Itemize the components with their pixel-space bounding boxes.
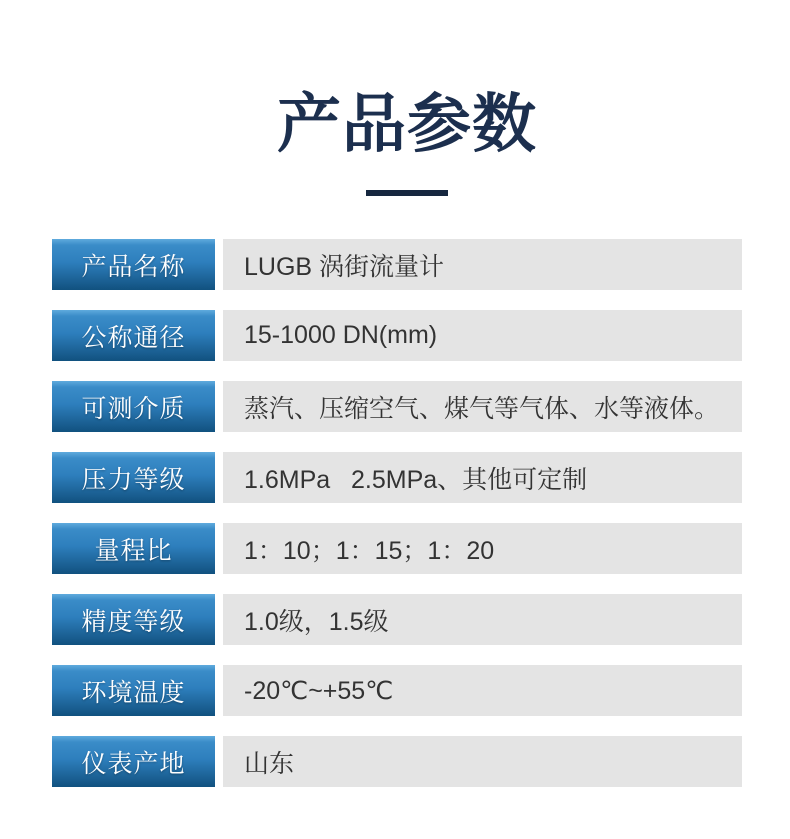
page-header	[12, 0, 790, 196]
spec-label: 压力等级	[52, 452, 215, 503]
spec-value: 山东	[223, 736, 742, 787]
spec-row-product-name	[52, 239, 742, 290]
spec-table	[52, 239, 742, 787]
spec-label: 环境温度	[52, 665, 215, 716]
spec-value: 蒸汽、压缩空气、煤气等气体、水等液体。	[223, 381, 742, 432]
spec-label: 仪表产地	[52, 736, 215, 787]
spec-label: 公称通径	[52, 310, 215, 361]
spec-value: 1.6MPa 2.5MPa、其他可定制	[223, 452, 742, 503]
spec-row-nominal-diameter	[52, 310, 742, 361]
spec-row-accuracy-class	[52, 594, 742, 645]
spec-row-pressure-rating	[52, 452, 742, 503]
spec-label: 精度等级	[52, 594, 215, 645]
spec-value: -20℃~+55℃	[223, 665, 742, 716]
spec-row-turndown-ratio	[52, 523, 742, 574]
spec-value: 15-1000 DN(mm)	[223, 310, 742, 361]
title-underline	[366, 190, 448, 196]
spec-value: 1.0级，1.5级	[223, 594, 742, 645]
spec-row-ambient-temperature	[52, 665, 742, 716]
spec-value: 1：10；1：15；1：20	[223, 523, 742, 574]
spec-label: 可测介质	[52, 381, 215, 432]
spec-label: 量程比	[52, 523, 215, 574]
spec-row-measurable-media	[52, 381, 742, 432]
spec-value: LUGB 涡街流量计	[223, 239, 742, 290]
page-title: 产品参数	[277, 88, 537, 160]
spec-row-instrument-origin	[52, 736, 742, 787]
spec-label: 产品名称	[52, 239, 215, 290]
